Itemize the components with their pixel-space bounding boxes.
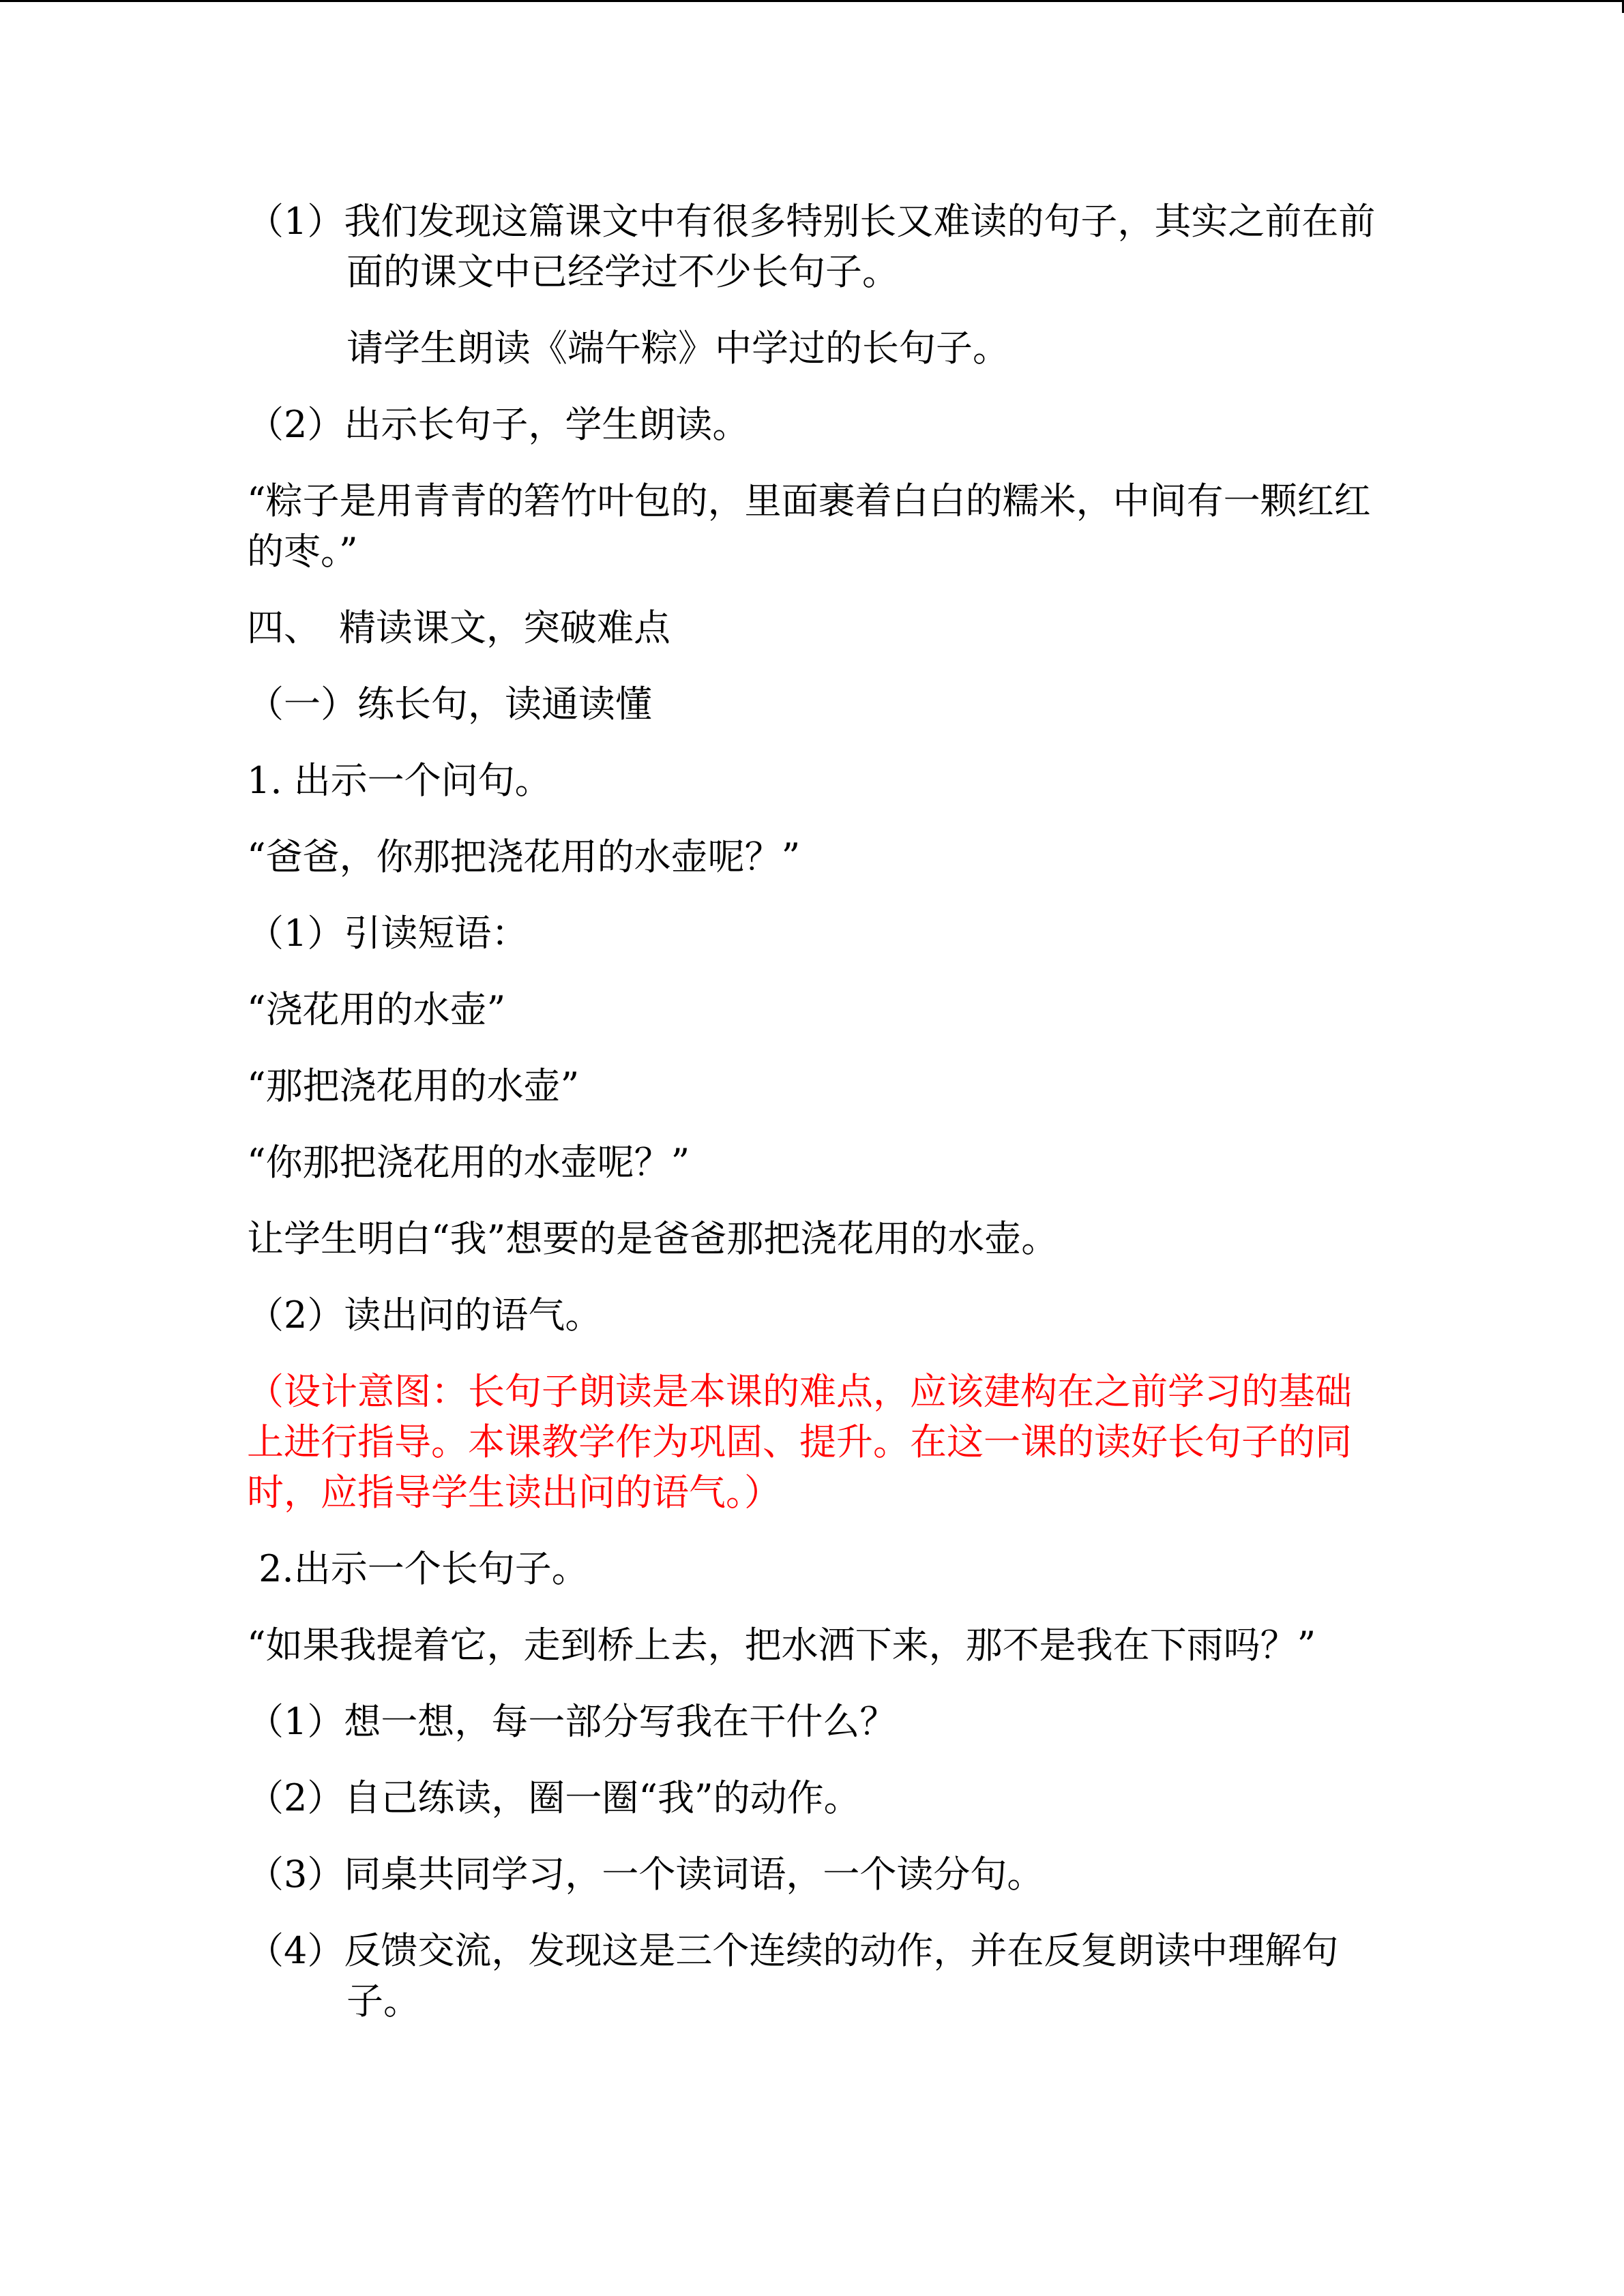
paragraph-12: “你那把浇花用的水壶呢？” — [247, 1141, 690, 1184]
paragraph-10: “浇花用的水壶” — [247, 988, 506, 1031]
subsection-heading-1: （一）练长句，读通读懂 — [247, 683, 652, 726]
paragraph-11: “那把浇花用的水壶” — [247, 1064, 580, 1107]
paragraph-1: （1）我们发现这篇课文中有很多特别长又难读的句子，其实之前在前面的课文中已经学过不少长句子。 — [247, 200, 1376, 293]
section-heading-4: 四、 精读课文，突破难点 — [247, 606, 670, 649]
paragraph-20: （3）同桌共同学习，一个读词语，一个读分句。 — [247, 1853, 1044, 1896]
paragraph-3: （2）出示长句子，学生朗读。 — [247, 403, 750, 446]
paragraph-4: “粽子是用青青的箬竹叶包的，里面裹着白白的糯米，中间有一颗红红的枣。” — [247, 479, 1371, 573]
paragraph-18: （1）想一想，每一部分写我在干什么？ — [247, 1700, 897, 1743]
document-body — [247, 196, 1379, 2027]
paragraph-9: （1）引读短语： — [247, 912, 529, 955]
paragraph-7: 1. 出示一个问句。 — [247, 759, 552, 802]
design-intent-note: （设计意图：长句子朗读是本课的难点，应该建构在之前学习的基础上进行指导。本课教学作为巩固、提升。在这一课的读好长句子的同时，应指导学生读出问的语气。） — [247, 1370, 1352, 1514]
paragraph-2: 请学生朗读《端午粽》中学过的长句子。 — [346, 327, 1009, 370]
paragraph-13: 让学生明白“我”想要的是爸爸那把浇花用的水壶。 — [247, 1217, 1059, 1260]
paragraph-17: “如果我提着它，走到桥上去，把水洒下来，那不是我在下雨吗？” — [247, 1624, 1316, 1667]
paragraph-14: （2）读出问的语气。 — [247, 1294, 602, 1337]
paragraph-16: 2.出示一个长句子。 — [247, 1547, 589, 1590]
paragraph-8: “爸爸，你那把浇花用的水壶呢？” — [247, 835, 801, 878]
paragraph-21: （4）反馈交流，发现这是三个连续的动作，并在反复朗读中理解句子。 — [247, 1929, 1339, 2023]
paragraph-19: （2）自己练读，圈一圈“我”的动作。 — [247, 1776, 861, 1819]
